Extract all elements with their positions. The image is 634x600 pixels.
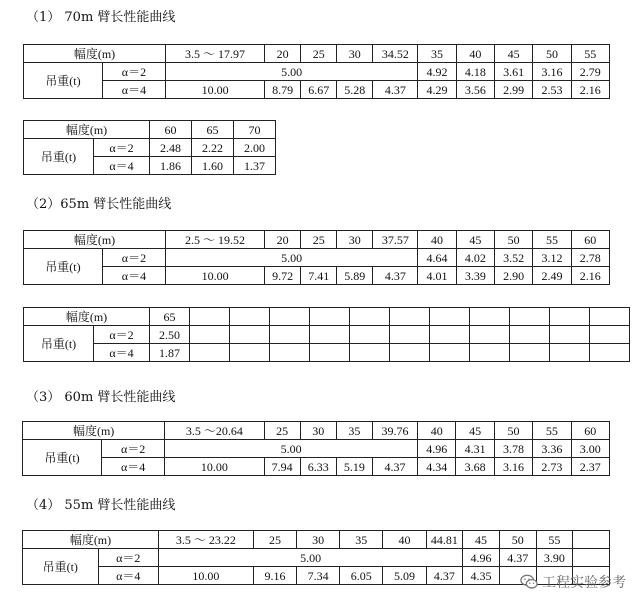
radius-value-cell: 34.52 [373, 45, 418, 63]
load-value-cell: 5.19 [336, 458, 372, 476]
load-value-cell: 2.73 [533, 458, 571, 476]
alpha-label: α＝2 [102, 249, 165, 267]
radius-value-cell: 30 [337, 231, 373, 249]
radius-header-label: 幅度(m) [24, 308, 150, 326]
load-value-cell: 4.37 [499, 549, 536, 567]
radius-header-label: 幅度(m) [23, 531, 159, 549]
alpha-label: α＝2 [102, 440, 165, 458]
load-value-cell: 2.53 [533, 81, 571, 99]
header-row [24, 231, 610, 249]
radius-value-cell: 60 [150, 121, 192, 139]
load-value-cell [350, 326, 390, 344]
load-value-cell: 3.39 [456, 267, 494, 285]
load-row-label: 吊重(t) [23, 440, 102, 476]
alpha-label: α＝4 [94, 157, 150, 175]
alpha-label: α＝2 [94, 139, 150, 157]
radius-header-label: 幅度(m) [23, 422, 165, 440]
radius-value-cell: 55 [533, 422, 571, 440]
radius-value-cell: 55 [571, 45, 609, 63]
load-value-cell: 3.12 [533, 249, 571, 267]
load-value-cell: 4.96 [463, 549, 500, 567]
radius-value-cell [230, 308, 270, 326]
load-value-cell: 4.96 [418, 440, 456, 458]
radius-value-cell: 25 [264, 422, 300, 440]
table-row-alpha4 [24, 344, 630, 362]
load-value-cell [470, 326, 510, 344]
load-value-cell: 1.37 [234, 157, 276, 175]
load-row-label: 吊重(t) [24, 249, 103, 285]
load-value-cell [190, 326, 230, 344]
load-table-70m-main [23, 44, 610, 99]
load-value-cell: 6.05 [340, 567, 383, 585]
load-value-cell [390, 326, 430, 344]
load-value-cell: 10.00 [165, 458, 264, 476]
radius-value-cell: 3.5 ～ 17.97 [165, 45, 264, 63]
radius-header-label: 幅度(m) [24, 121, 150, 139]
alpha-label: α＝4 [102, 458, 165, 476]
radius-value-cell: 45 [494, 45, 532, 63]
load-value-cell: 3.00 [571, 440, 609, 458]
radius-value-cell: 50 [533, 45, 571, 63]
load-value-cell: 2.79 [571, 63, 609, 81]
radius-value-cell: 44.81 [426, 531, 463, 549]
load-value-cell [190, 344, 230, 362]
radius-header-label: 幅度(m) [24, 45, 166, 63]
load-value-cell: 6.67 [301, 81, 337, 99]
radius-value-cell: 55 [536, 531, 573, 549]
load-value-cell [430, 326, 470, 344]
radius-value-cell [270, 308, 310, 326]
load-row-label: 吊重(t) [24, 139, 94, 175]
radius-value-cell [350, 308, 390, 326]
load-value-cell: 6.33 [300, 458, 336, 476]
load-value-cell: 4.37 [426, 567, 463, 585]
header-row [24, 45, 610, 63]
radius-value-cell [470, 308, 510, 326]
radius-value-cell [550, 308, 590, 326]
load-value-cell: 2.78 [571, 249, 609, 267]
load-value-cell: 3.36 [533, 440, 571, 458]
load-value-cell: 5.89 [337, 267, 373, 285]
load-table-60m-main [22, 421, 610, 476]
table-row-alpha2 [24, 249, 610, 267]
radius-value-cell: 45 [463, 531, 500, 549]
section-heading-65m: （2）65m 臂长性能曲线 [26, 197, 172, 212]
load-value-cell [510, 326, 550, 344]
load-value-cell: 2.99 [494, 81, 532, 99]
load-value-cell: 3.56 [456, 81, 494, 99]
load-value-cell: 7.94 [264, 458, 300, 476]
load-table-70m-extra [23, 120, 276, 175]
load-value-cell: 7.41 [301, 267, 337, 285]
load-value-cell: 4.64 [418, 249, 456, 267]
radius-value-cell: 30 [300, 422, 336, 440]
radius-value-cell: 25 [253, 531, 296, 549]
load-value-cell: 9.72 [265, 267, 301, 285]
radius-value-cell: 39.76 [372, 422, 417, 440]
radius-value-cell: 50 [494, 231, 532, 249]
load-row-label: 吊重(t) [23, 549, 99, 585]
watermark [520, 572, 626, 592]
radius-value-cell [573, 531, 610, 549]
alpha-label: α＝4 [102, 81, 165, 99]
radius-value-cell: 30 [297, 531, 340, 549]
load-value-cell: 1.87 [150, 344, 190, 362]
table-row-alpha4 [24, 81, 610, 99]
radius-value-cell: 60 [571, 422, 609, 440]
radius-value-cell [510, 308, 550, 326]
load-table-65m-extra [23, 307, 630, 362]
load-value-cell: 2.16 [571, 81, 609, 99]
load-value-cell [573, 549, 610, 567]
load-value-cell: 3.16 [494, 458, 532, 476]
radius-value-cell: 35 [336, 422, 372, 440]
radius-value-cell: 2.5 ～ 19.52 [165, 231, 264, 249]
section-heading-55m: （4） 55m 臂长性能曲线 [26, 498, 176, 513]
load-value-cell: 9.16 [253, 567, 296, 585]
load-value-cell [270, 326, 310, 344]
table-row-alpha4 [24, 267, 610, 285]
load-value-cell: 3.16 [533, 63, 571, 81]
radius-value-cell: 35 [418, 45, 456, 63]
load-value-cell: 5.00 [165, 249, 417, 267]
section-heading-60m: （3） 60m 臂长性能曲线 [26, 390, 176, 405]
load-value-cell: 2.16 [571, 267, 609, 285]
load-value-cell [230, 326, 270, 344]
radius-value-cell: 20 [265, 45, 301, 63]
load-value-cell: 5.09 [383, 567, 426, 585]
radius-value-cell: 25 [301, 45, 337, 63]
load-value-cell: 4.35 [463, 567, 500, 585]
table-row-alpha2 [24, 63, 610, 81]
radius-value-cell: 50 [494, 422, 532, 440]
radius-value-cell [390, 308, 430, 326]
header-row [24, 308, 630, 326]
load-value-cell: 2.50 [150, 326, 190, 344]
radius-value-cell [590, 308, 630, 326]
load-value-cell: 4.31 [456, 440, 494, 458]
radius-value-cell: 40 [418, 422, 456, 440]
load-value-cell: 5.00 [165, 440, 418, 458]
load-value-cell: 2.90 [494, 267, 532, 285]
radius-value-cell [310, 308, 350, 326]
load-value-cell: 3.52 [494, 249, 532, 267]
load-value-cell: 4.01 [418, 267, 456, 285]
table-row-alpha2 [24, 326, 630, 344]
header-row [24, 121, 276, 139]
radius-value-cell: 65 [150, 308, 190, 326]
load-value-cell [510, 344, 550, 362]
load-value-cell: 4.37 [373, 81, 418, 99]
load-value-cell [350, 344, 390, 362]
load-value-cell: 2.00 [234, 139, 276, 157]
radius-value-cell: 40 [456, 45, 494, 63]
radius-value-cell: 45 [456, 422, 494, 440]
table-row-alpha2 [24, 139, 276, 157]
load-value-cell: 3.90 [536, 549, 573, 567]
alpha-label: α＝4 [102, 267, 165, 285]
load-value-cell: 3.78 [494, 440, 532, 458]
alpha-label: α＝4 [98, 567, 158, 585]
table-row-alpha2 [23, 440, 610, 458]
load-value-cell: 4.37 [372, 458, 417, 476]
radius-value-cell: 30 [337, 45, 373, 63]
watermark-text: 工程实验参考 [542, 575, 626, 591]
load-row-label: 吊重(t) [24, 63, 103, 99]
load-value-cell: 10.00 [158, 567, 253, 585]
wechat-icon [520, 573, 538, 591]
radius-header-label: 幅度(m) [24, 231, 166, 249]
radius-value-cell: 25 [301, 231, 337, 249]
load-value-cell: 1.86 [150, 157, 192, 175]
load-value-cell: 2.48 [150, 139, 192, 157]
radius-value-cell: 70 [234, 121, 276, 139]
load-value-cell [270, 344, 310, 362]
load-value-cell [590, 326, 630, 344]
radius-value-cell: 65 [192, 121, 234, 139]
table-row-alpha4 [23, 458, 610, 476]
alpha-label: α＝2 [98, 549, 158, 567]
radius-value-cell [190, 308, 230, 326]
alpha-label: α＝2 [102, 63, 165, 81]
radius-value-cell: 20 [265, 231, 301, 249]
load-value-cell [230, 344, 270, 362]
load-value-cell: 2.37 [571, 458, 609, 476]
load-value-cell: 4.92 [418, 63, 456, 81]
load-value-cell [310, 326, 350, 344]
radius-value-cell [430, 308, 470, 326]
radius-value-cell: 55 [533, 231, 571, 249]
load-value-cell [390, 344, 430, 362]
load-value-cell: 5.00 [158, 549, 462, 567]
header-row [23, 531, 610, 549]
load-value-cell: 5.00 [165, 63, 417, 81]
load-value-cell: 2.22 [192, 139, 234, 157]
radius-value-cell: 40 [418, 231, 456, 249]
alpha-label: α＝2 [94, 326, 150, 344]
load-value-cell: 8.79 [265, 81, 301, 99]
load-value-cell: 2.49 [533, 267, 571, 285]
load-table-65m-main [23, 230, 610, 285]
radius-value-cell: 50 [499, 531, 536, 549]
load-row-label: 吊重(t) [24, 326, 94, 362]
load-value-cell: 4.18 [456, 63, 494, 81]
load-value-cell [310, 344, 350, 362]
alpha-label: α＝4 [94, 344, 150, 362]
load-value-cell: 4.34 [418, 458, 456, 476]
radius-value-cell: 37.57 [373, 231, 418, 249]
load-value-cell [470, 344, 510, 362]
load-value-cell: 4.02 [456, 249, 494, 267]
load-value-cell [590, 344, 630, 362]
load-value-cell: 5.28 [337, 81, 373, 99]
load-value-cell [550, 344, 590, 362]
radius-value-cell: 60 [571, 231, 609, 249]
radius-value-cell: 40 [383, 531, 426, 549]
radius-value-cell: 45 [456, 231, 494, 249]
load-value-cell: 1.60 [192, 157, 234, 175]
load-value-cell: 3.68 [456, 458, 494, 476]
load-value-cell: 7.34 [297, 567, 340, 585]
load-value-cell [430, 344, 470, 362]
section-heading-70m: （1） 70m 臂长性能曲线 [26, 10, 176, 25]
table-row-alpha2 [23, 549, 610, 567]
load-value-cell [550, 326, 590, 344]
radius-value-cell: 35 [340, 531, 383, 549]
load-value-cell: 4.37 [373, 267, 418, 285]
radius-value-cell: 3.5 ～20.64 [165, 422, 264, 440]
load-value-cell: 3.61 [494, 63, 532, 81]
load-value-cell: 4.29 [418, 81, 456, 99]
load-value-cell: 10.00 [165, 267, 264, 285]
header-row [23, 422, 610, 440]
radius-value-cell: 3.5 ～ 23.22 [158, 531, 253, 549]
load-value-cell: 10.00 [165, 81, 264, 99]
